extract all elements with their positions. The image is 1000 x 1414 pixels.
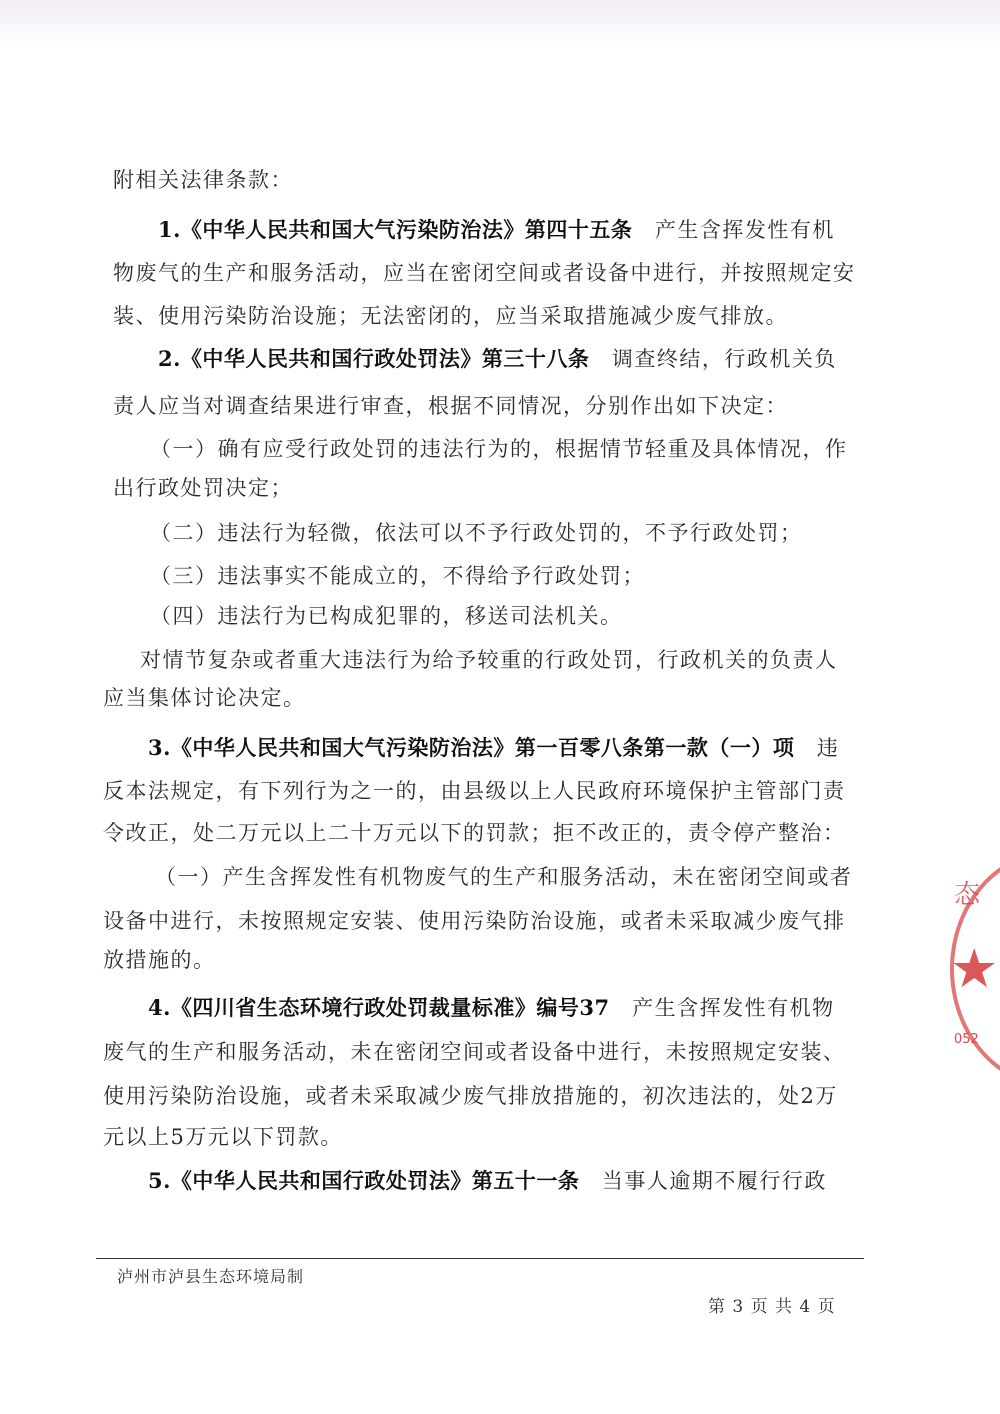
clause-2-item-3: （三）违法事实不能成立的，不得给予行政处罚； bbox=[150, 564, 645, 588]
clause-3-line-2: 反本法规定，有下列行为之一的，由县级以上人民政府环境保护主管部门责 bbox=[103, 779, 846, 803]
clause-4-line-3: 使用污染防治设施，或者未采取减少废气排放措施的，初次违法的，处2万 bbox=[103, 1084, 838, 1108]
clause-4-line-4: 元以上5万元以下罚款。 bbox=[103, 1125, 343, 1149]
footer-divider bbox=[96, 1258, 864, 1259]
clause-4-line-2: 废气的生产和服务活动，未在密闭空间或者设备中进行，未按照规定安装、 bbox=[103, 1040, 846, 1064]
scan-top-band bbox=[0, 0, 1000, 48]
clause-3-item-1-line-3: 放措施的。 bbox=[103, 948, 216, 972]
clause-3-item-1-line-2: 设备中进行，未按照规定安装、使用污染防治设施，或者未采取减少废气排 bbox=[103, 909, 846, 933]
clause-3-line-3: 令改正，处二万元以上二十万元以下的罚款；拒不改正的，责令停产整治： bbox=[103, 821, 846, 845]
seal-character: 态 bbox=[954, 880, 981, 910]
clause-2-item-1-line-1: （一）确有应受行政处罚的违法行为的，根据情节轻重及具体情况，作 bbox=[150, 437, 848, 461]
clause-3-line-1: 3.《中华人民共和国大气污染防治法》第一百零八条第一款（一）项 违 bbox=[148, 735, 840, 760]
clause-2-line-2: 责人应当对调查结果进行审查，根据不同情况，分别作出如下决定： bbox=[113, 394, 788, 418]
clause-2-note-line-1: 对情节复杂或者重大违法行为给予较重的行政处罚，行政机关的负责人 bbox=[140, 648, 838, 672]
clause-1-line-3: 装、使用污染防治设施；无法密闭的，应当采取措施减少废气排放。 bbox=[113, 304, 788, 328]
clause-5-title: 5.《中华人民共和国行政处罚法》第五十一条 bbox=[148, 1168, 580, 1193]
clause-2-item-4: （四）违法行为已构成犯罪的，移送司法机关。 bbox=[150, 604, 623, 628]
clause-5-line-1: 5.《中华人民共和国行政处罚法》第五十一条 当事人逾期不履行行政 bbox=[148, 1168, 827, 1193]
clause-3-item-1-line-1: （一）产生含挥发性有机物废气的生产和服务活动，未在密闭空间或者 bbox=[155, 865, 853, 889]
clause-2-note-line-2: 应当集体讨论决定。 bbox=[103, 686, 306, 710]
clause-4-title: 4.《四川省生态环境行政处罚裁量标准》编号37 bbox=[148, 995, 610, 1020]
clause-1-line-2: 物废气的生产和服务活动，应当在密闭空间或者设备中进行，并按照规定安 bbox=[113, 261, 856, 285]
seal-star-icon: ★ bbox=[950, 937, 999, 1000]
clause-2-item-2: （二）违法行为轻微，依法可以不予行政处罚的，不予行政处罚； bbox=[150, 521, 803, 545]
clause-2-item-1-line-2: 出行政处罚决定； bbox=[113, 476, 293, 500]
clause-2-line-1: 2.《中华人民共和国行政处罚法》第三十八条 调查终结，行政机关负 bbox=[158, 346, 837, 371]
clause-3-title: 3.《中华人民共和国大气污染防治法》第一百零八条第一款（一）项 bbox=[148, 735, 795, 760]
seal-number: 052 bbox=[954, 1032, 979, 1047]
footer-issuer: 泸州市泸县生态环境局制 bbox=[117, 1267, 305, 1286]
footer-page-number: 第 3 页 共 4 页 bbox=[708, 1297, 836, 1317]
clause-4-line-1: 4.《四川省生态环境行政处罚裁量标准》编号37 产生含挥发性有机物 bbox=[148, 995, 835, 1020]
clause-2-title: 2.《中华人民共和国行政处罚法》第三十八条 bbox=[158, 346, 590, 371]
attachment-heading: 附相关法律条款： bbox=[113, 168, 293, 192]
clause-1-title: 1.《中华人民共和国大气污染防治法》第四十五条 bbox=[158, 217, 633, 242]
clause-1-line-1: 1.《中华人民共和国大气污染防治法》第四十五条 产生含挥发性有机 bbox=[158, 217, 835, 242]
official-seal-stamp bbox=[944, 850, 1000, 1080]
